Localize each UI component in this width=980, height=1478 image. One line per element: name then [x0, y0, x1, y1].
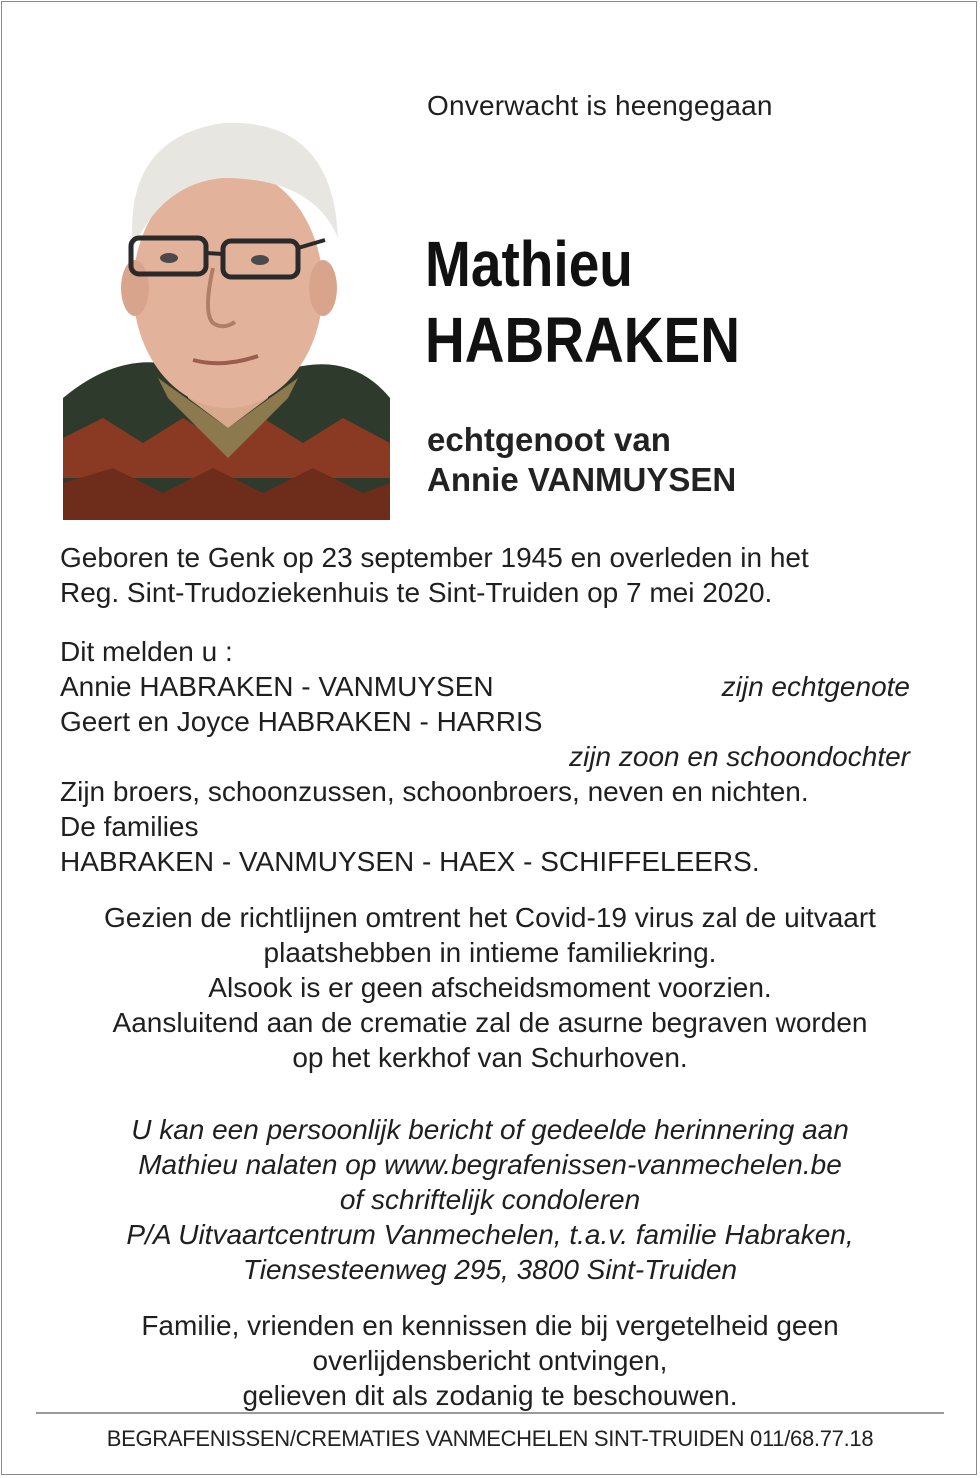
first-name: Mathieu [425, 228, 633, 300]
condolence-info [40, 1112, 940, 1287]
intro-text: Onverwacht is heengegaan [427, 90, 773, 121]
closing-line: gelieven dit als zodanig te beschouwen. [242, 1380, 738, 1411]
entry-relation: zijn echtgenote [721, 671, 910, 702]
closing-notice [40, 1308, 940, 1413]
covid-line: Gezien de richtlijnen omtrent het Covid-19 virus zal de uitvaart [104, 902, 876, 933]
footer-divider [36, 1412, 944, 1414]
announcement [60, 634, 920, 879]
condolence-line: Tiensesteenweg 295, 3800 Sint-Truiden [242, 1254, 738, 1285]
families-label: De families [60, 811, 199, 842]
covid-line: plaatshebben in intieme familiekring. [263, 937, 717, 968]
birth-death-line: Geboren te Genk op 23 september 1945 en overleden in het [60, 542, 809, 573]
funeral-home-footer: BEGRAFENISSEN/CREMATIES VANMECHELEN SINT-TRUIDEN 011/68.77.18 [106, 1426, 874, 1451]
birth-death-text [60, 540, 920, 610]
announcement-heading: Dit melden u : [60, 636, 233, 667]
condolence-line: Mathieu nalaten op www.begrafenissen-vanmechelen.be [138, 1149, 842, 1180]
covid-line: op het kerkhof van Schurhoven. [292, 1042, 688, 1073]
spouse-name: Annie VANMUYSEN [427, 461, 737, 498]
entry-name: Annie HABRAKEN - VANMUYSEN [60, 671, 494, 702]
spouse-info [427, 420, 736, 500]
closing-line: overlijdensbericht ontvingen, [312, 1345, 668, 1376]
covid-line: Aansluitend aan de crematie zal de asurne begraven worden [112, 1007, 868, 1038]
condolence-line: of schriftelijk condoleren [339, 1184, 641, 1215]
announcement-entry [60, 669, 920, 704]
last-name: HABRAKEN [425, 304, 740, 376]
covid-line: Alsook is er geen afscheidsmoment voorzien. [208, 972, 772, 1003]
spouse-relation: echtgenoot van [427, 421, 671, 458]
deceased-name [425, 226, 740, 378]
entry-relation: zijn zoon en schoondochter [569, 741, 910, 772]
covid-notice [40, 900, 940, 1075]
entry-name: Geert en Joyce HABRAKEN - HARRIS [60, 706, 543, 737]
condolence-line: P/A Uitvaartcentrum Vanmechelen, t.a.v. familie Habraken, [126, 1219, 854, 1250]
closing-line: Familie, vrienden en kennissen die bij vergetelheid geen [141, 1310, 839, 1341]
announcement-others: Zijn broers, schoonzussen, schoonbroers, neven en nichten. [60, 776, 809, 807]
condolence-line: U kan een persoonlijk bericht of gedeelde herinnering aan [131, 1114, 849, 1145]
families-names: HABRAKEN - VANMUYSEN - HAEX - SCHIFFELEERS. [60, 846, 760, 877]
portrait-image [63, 98, 390, 520]
birth-death-line: Reg. Sint-Trudoziekenhuis te Sint-Truiden op 7 mei 2020. [60, 577, 773, 608]
portrait-photo [63, 98, 390, 520]
